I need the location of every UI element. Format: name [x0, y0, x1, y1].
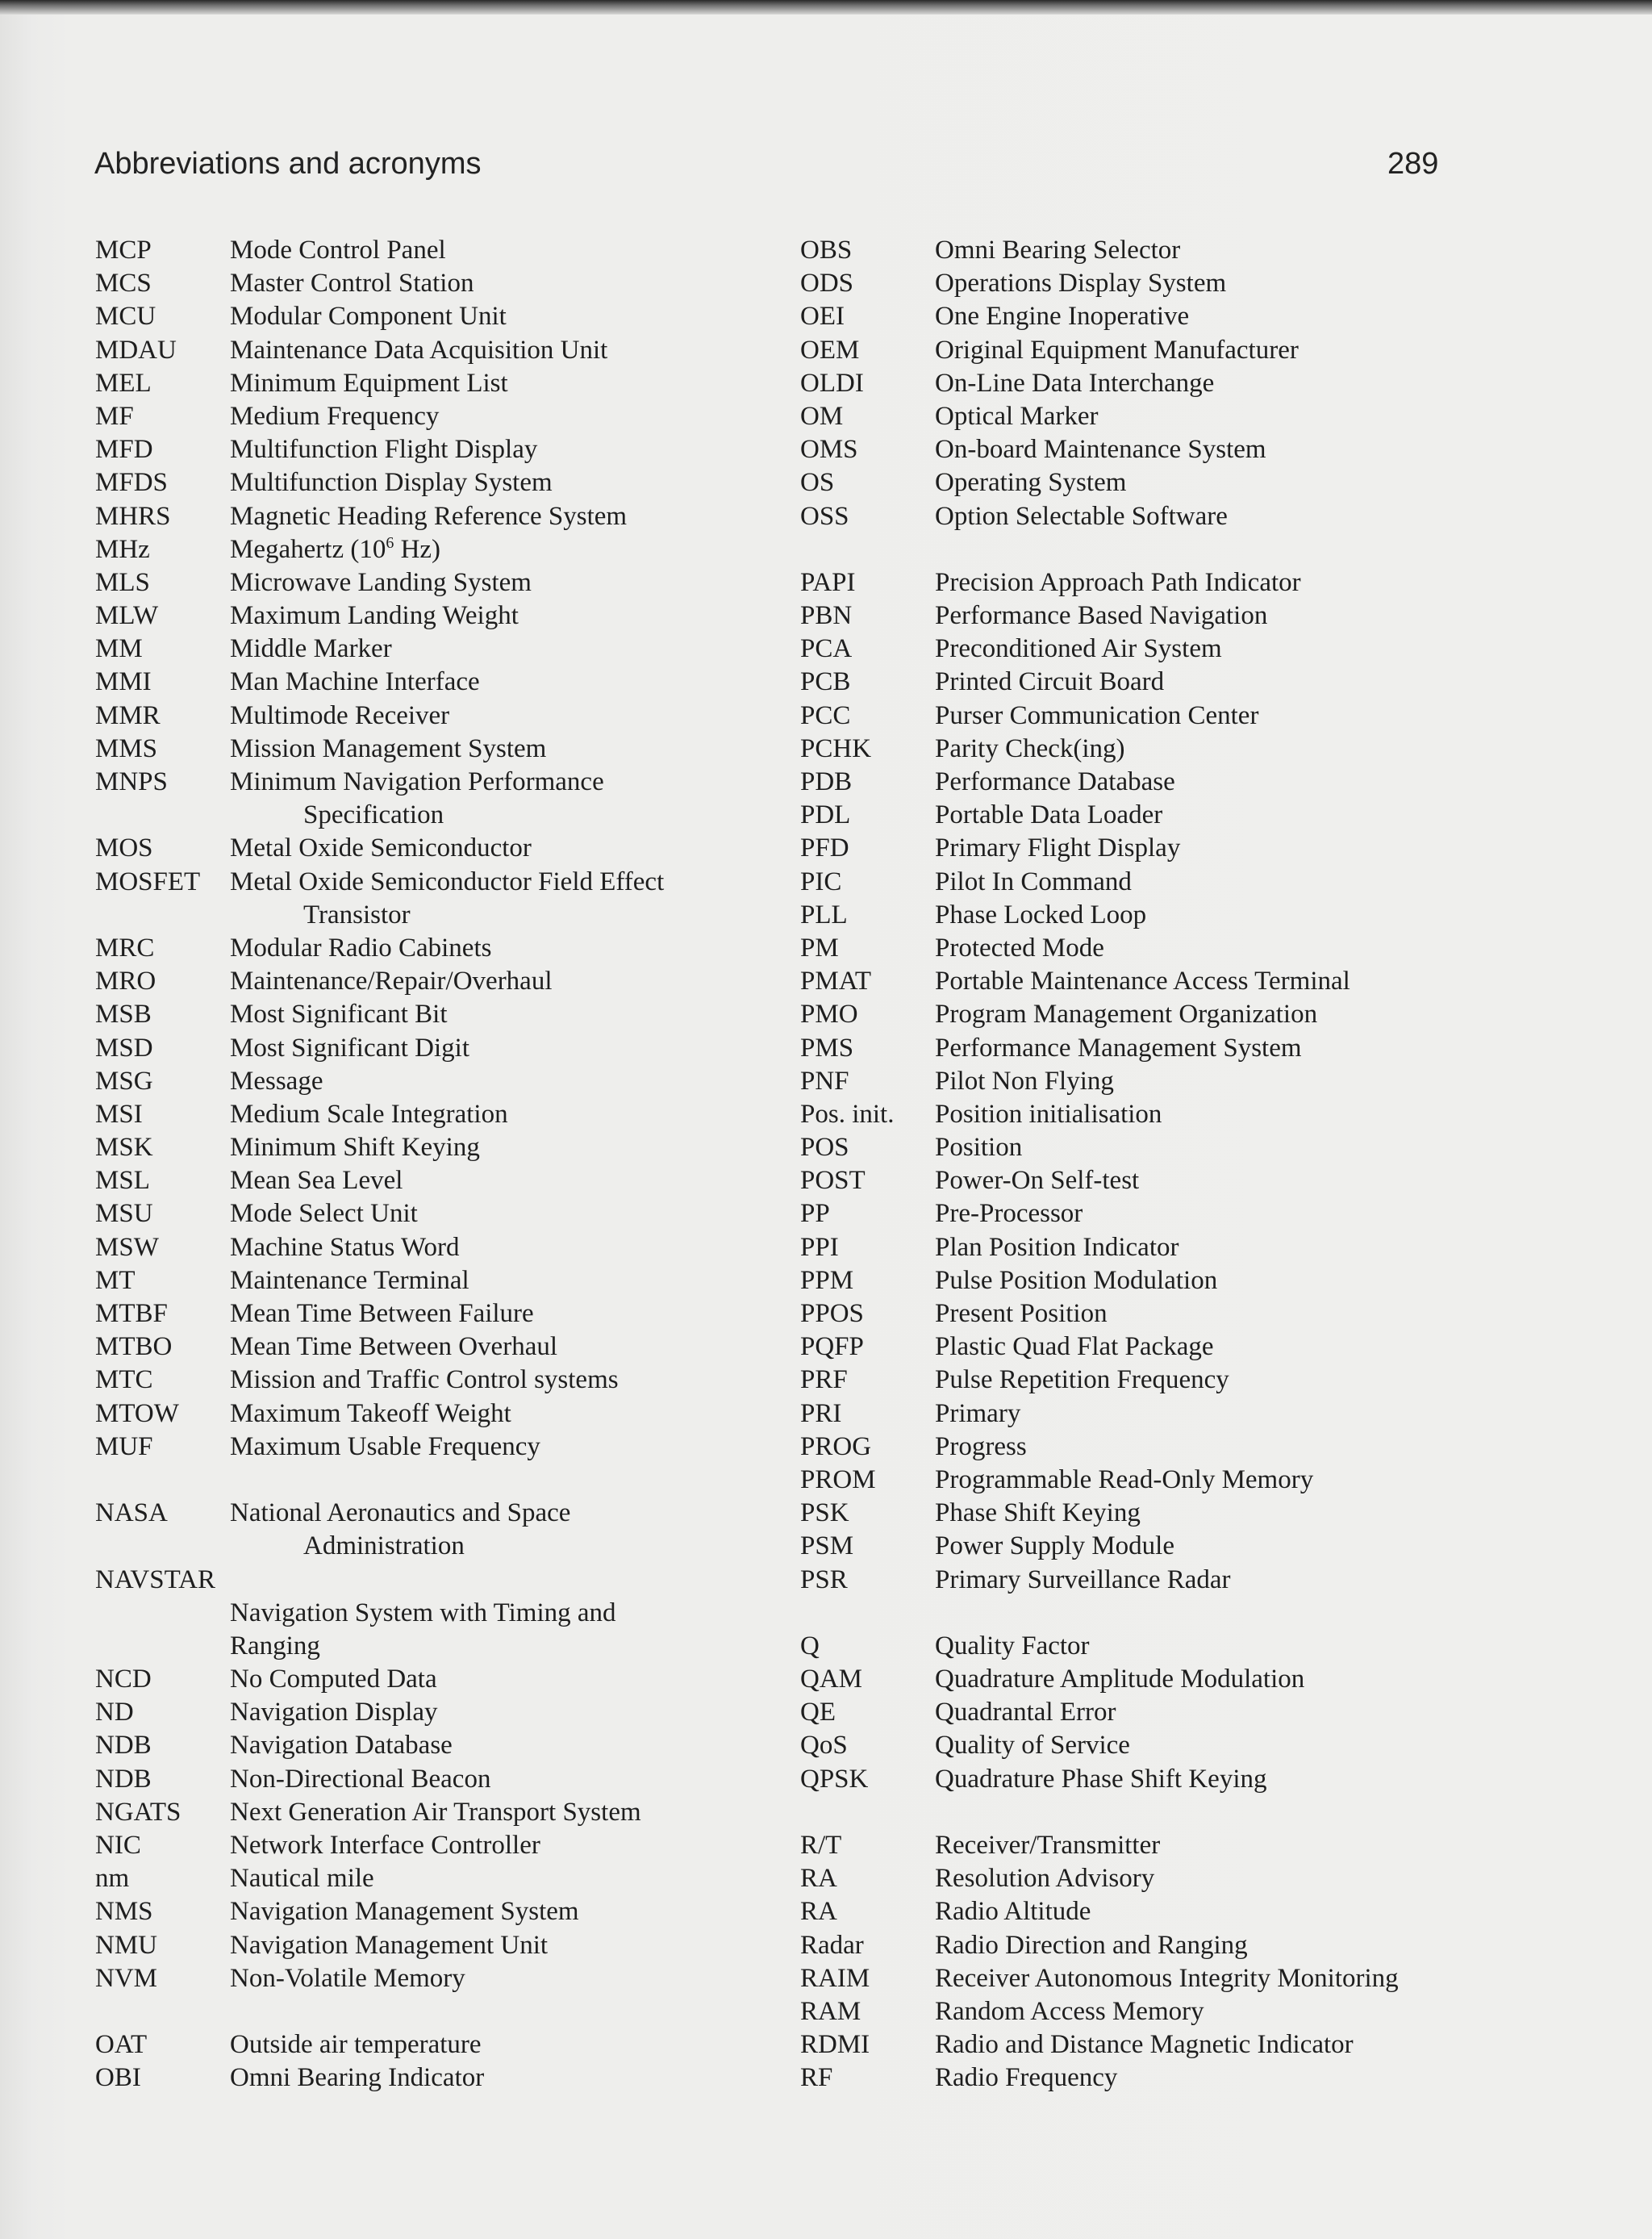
definition: Program Management Organization — [935, 1000, 1318, 1030]
abbreviation: OSS — [800, 501, 849, 531]
definition: Radio Direction and Ranging — [935, 1930, 1248, 1960]
definition: Optical Marker — [935, 401, 1099, 431]
abbreviation: OM — [800, 401, 844, 431]
definition: Modular Component Unit — [230, 302, 507, 332]
abbreviation: PDB — [800, 767, 853, 796]
abbreviation: RA — [800, 1864, 837, 1894]
abbreviation: MSI — [95, 1099, 143, 1129]
abbreviation: MDAU — [95, 335, 177, 365]
abbreviation: MT — [95, 1265, 136, 1295]
abbreviation: PCC — [800, 700, 851, 730]
abbreviation: PNF — [800, 1066, 849, 1096]
definition: Phase Locked Loop — [935, 900, 1147, 929]
abbreviation: MSL — [95, 1166, 150, 1196]
abbreviation: PPOS — [800, 1299, 864, 1328]
definition: Purser Communication Center — [935, 700, 1259, 730]
definition: Network Interface Controller — [230, 1831, 540, 1860]
definition: Performance Based Navigation — [935, 601, 1268, 631]
definition: Pre-Processor — [935, 1199, 1083, 1229]
definition: Original Equipment Manufacturer — [935, 335, 1299, 365]
abbreviation: MSK — [95, 1133, 153, 1163]
abbreviation: MCS — [95, 269, 152, 299]
definition: Receiver Autonomous Integrity Monitoring — [935, 1963, 1399, 1993]
definition: Administration — [303, 1531, 465, 1561]
running-header-title: Abbreviations and acronyms — [94, 147, 482, 181]
definition: Primary Flight Display — [935, 833, 1181, 863]
definition: Quality Factor — [935, 1631, 1090, 1660]
definition: Middle Marker — [230, 634, 392, 664]
abbreviation: NCD — [95, 1665, 152, 1694]
abbreviation: OEI — [800, 302, 845, 332]
abbreviation: PM — [800, 933, 839, 963]
definition: Non-Directional Beacon — [230, 1764, 491, 1794]
definition: On-board Maintenance System — [935, 435, 1266, 465]
definition: Machine Status Word — [230, 1232, 460, 1262]
definition: Operations Display System — [935, 269, 1227, 299]
definition: Present Position — [935, 1299, 1108, 1328]
abbreviation: NVM — [95, 1963, 158, 1993]
abbreviation: PSK — [800, 1498, 849, 1528]
abbreviation: PLL — [800, 900, 848, 929]
abbreviation: nm — [95, 1864, 130, 1894]
abbreviation: QoS — [800, 1731, 848, 1761]
definition: No Computed Data — [230, 1665, 437, 1694]
definition: Preconditioned Air System — [935, 634, 1222, 664]
definition: Progress — [935, 1431, 1027, 1461]
definition: Position — [935, 1133, 1023, 1163]
definition: Portable Maintenance Access Terminal — [935, 967, 1350, 996]
definition: Multifunction Display System — [230, 468, 553, 498]
definition: Medium Scale Integration — [230, 1099, 508, 1129]
abbreviation: NASA — [95, 1498, 168, 1528]
definition: Quadrature Amplitude Modulation — [935, 1665, 1305, 1694]
definition: Pulse Repetition Frequency — [935, 1365, 1229, 1395]
definition: Microwave Landing System — [230, 567, 532, 597]
definition: Mode Control Panel — [230, 236, 446, 265]
abbreviation: MSW — [95, 1232, 159, 1262]
definition: Multimode Receiver — [230, 700, 450, 730]
abbreviation: MSD — [95, 1033, 153, 1063]
abbreviation: PSM — [800, 1531, 854, 1561]
abbreviation: PFD — [800, 833, 849, 863]
definition: Minimum Shift Keying — [230, 1133, 480, 1163]
definition: Option Selectable Software — [935, 501, 1228, 531]
abbreviation: RDMI — [800, 2030, 870, 2060]
abbreviation: PRF — [800, 1365, 848, 1395]
definition: Plan Position Indicator — [935, 1232, 1179, 1262]
abbreviation: MTBF — [95, 1299, 168, 1328]
definition: Most Significant Digit — [230, 1033, 469, 1063]
definition: Printed Circuit Board — [935, 667, 1165, 697]
definition: Metal Oxide Semiconductor — [230, 833, 532, 863]
abbreviation: MFDS — [95, 468, 168, 498]
definition: Message — [230, 1066, 323, 1096]
abbreviation: PQFP — [800, 1332, 864, 1362]
definition: Modular Radio Cabinets — [230, 933, 492, 963]
definition: Mean Time Between Overhaul — [230, 1332, 558, 1362]
abbreviation: R/T — [800, 1831, 842, 1860]
abbreviation: PROM — [800, 1464, 876, 1494]
abbreviation: MEL — [95, 368, 152, 398]
abbreviation: MMS — [95, 733, 158, 763]
abbreviation: NIC — [95, 1831, 141, 1860]
abbreviation: MCP — [95, 236, 152, 265]
abbreviation: MRO — [95, 967, 156, 996]
abbreviation: OLDI — [800, 368, 864, 398]
definition: Position initialisation — [935, 1099, 1162, 1129]
abbreviation: MSG — [95, 1066, 153, 1096]
definition: Plastic Quad Flat Package — [935, 1332, 1214, 1362]
abbreviation: PMS — [800, 1033, 854, 1063]
definition: National Aeronautics and Space — [230, 1498, 571, 1528]
abbreviation: PPI — [800, 1232, 839, 1262]
abbreviation: MMI — [95, 667, 152, 697]
abbreviation: OMS — [800, 435, 858, 465]
abbreviation: NDB — [95, 1764, 152, 1794]
abbreviation: PDL — [800, 800, 851, 830]
abbreviation: MRC — [95, 933, 155, 963]
definition: One Engine Inoperative — [935, 302, 1190, 332]
page-edge-shadow — [0, 0, 1652, 15]
definition: Parity Check(ing) — [935, 733, 1125, 763]
definition: Maintenance/Repair/Overhaul — [230, 967, 553, 996]
definition: Minimum Equipment List — [230, 368, 508, 398]
abbreviation: OEM — [800, 335, 860, 365]
definition: Primary — [935, 1398, 1021, 1428]
definition: Navigation System with Timing and — [230, 1598, 616, 1627]
abbreviation: PCHK — [800, 733, 872, 763]
abbreviation: RAIM — [800, 1963, 870, 1993]
definition — [230, 533, 440, 566]
definition: Radio and Distance Magnetic Indicator — [935, 2030, 1354, 2060]
definition: Quadrature Phase Shift Keying — [935, 1764, 1267, 1794]
definition: Navigation Display — [230, 1698, 438, 1727]
abbreviation: MLW — [95, 601, 159, 631]
definition: Man Machine Interface — [230, 667, 480, 697]
definition: Omni Bearing Indicator — [230, 2063, 485, 2093]
abbreviation: MMR — [95, 700, 161, 730]
definition: Navigation Management Unit — [230, 1930, 549, 1960]
abbreviation: OBS — [800, 236, 853, 265]
definition: Mode Select Unit — [230, 1199, 418, 1229]
abbreviation: Radar — [800, 1930, 864, 1960]
abbreviation: PSR — [800, 1564, 848, 1594]
abbreviation: RA — [800, 1897, 837, 1927]
definition: Mean Time Between Failure — [230, 1299, 534, 1328]
definition: Programmable Read-Only Memory — [935, 1464, 1314, 1494]
abbreviation: NMU — [95, 1930, 158, 1960]
abbreviation: MFD — [95, 435, 153, 465]
definition: Receiver/Transmitter — [935, 1831, 1161, 1860]
abbreviation: RAM — [800, 1996, 861, 2026]
definition: Radio Altitude — [935, 1897, 1091, 1927]
definition-text-after: Hz) — [394, 534, 441, 564]
definition: Magnetic Heading Reference System — [230, 501, 628, 531]
abbreviation: ND — [95, 1698, 134, 1727]
definition: Next Generation Air Transport System — [230, 1797, 641, 1827]
definition: Metal Oxide Semiconductor Field Effect — [230, 867, 665, 896]
abbreviation: NDB — [95, 1731, 152, 1761]
abbreviation: PIC — [800, 867, 842, 896]
definition: Precision Approach Path Indicator — [935, 567, 1301, 597]
definition: Power-On Self-test — [935, 1166, 1140, 1196]
definition: On-Line Data Interchange — [935, 368, 1215, 398]
abbreviation: MOSFET — [95, 867, 201, 896]
definition: Nautical mile — [230, 1864, 374, 1894]
definition: Minimum Navigation Performance — [230, 767, 604, 796]
definition: Pulse Position Modulation — [935, 1265, 1218, 1295]
abbreviation: ODS — [800, 269, 854, 299]
abbreviation: PCB — [800, 667, 851, 697]
abbreviation: PRI — [800, 1398, 842, 1428]
definition: Maintenance Terminal — [230, 1265, 469, 1295]
abbreviation: MSB — [95, 1000, 152, 1030]
definition: Maintenance Data Acquisition Unit — [230, 335, 608, 365]
abbreviation: MLS — [95, 567, 150, 597]
abbreviation: PMAT — [800, 967, 872, 996]
abbreviation: PROG — [800, 1431, 872, 1461]
abbreviation: MM — [95, 634, 143, 664]
definition: Quadrantal Error — [935, 1698, 1116, 1727]
definition: Maximum Landing Weight — [230, 601, 519, 631]
definition: Maximum Takeoff Weight — [230, 1398, 511, 1428]
abbreviation: MOS — [95, 833, 153, 863]
abbreviation: POS — [800, 1133, 849, 1163]
definition-text: Megahertz (10 — [230, 534, 386, 564]
definition: Pilot In Command — [935, 867, 1132, 896]
abbreviation: POST — [800, 1166, 866, 1196]
definition: Phase Shift Keying — [935, 1498, 1141, 1528]
abbreviation: MCU — [95, 302, 156, 332]
definition: Ranging — [230, 1631, 320, 1660]
abbreviation: OS — [800, 468, 835, 498]
definition: Operating System — [935, 468, 1127, 498]
abbreviation: PMO — [800, 1000, 858, 1030]
abbreviation: MF — [95, 401, 134, 431]
definition: Specification — [303, 800, 444, 830]
abbreviation: MHz — [95, 534, 150, 564]
abbreviation: MTOW — [95, 1398, 179, 1428]
definition: Multifunction Flight Display — [230, 435, 538, 465]
superscript-exponent: 6 — [386, 533, 394, 552]
definition: Master Control Station — [230, 269, 474, 299]
abbreviation: PP — [800, 1199, 830, 1229]
abbreviation: PCA — [800, 634, 853, 664]
definition: Navigation Management System — [230, 1897, 579, 1927]
definition: Mean Sea Level — [230, 1166, 403, 1196]
abbreviation: NAVSTAR — [95, 1564, 215, 1594]
abbreviation: MUF — [95, 1431, 153, 1461]
abbreviation: MTBO — [95, 1332, 173, 1362]
definition: Navigation Database — [230, 1731, 453, 1761]
abbreviation: MHRS — [95, 501, 171, 531]
definition: Outside air temperature — [230, 2030, 482, 2060]
abbreviation: MSU — [95, 1199, 153, 1229]
abbreviation: Q — [800, 1631, 820, 1660]
abbreviation: OAT — [95, 2030, 148, 2060]
definition: Maximum Usable Frequency — [230, 1431, 540, 1461]
definition: Medium Frequency — [230, 401, 440, 431]
definition: Omni Bearing Selector — [935, 236, 1181, 265]
abbreviation: MNPS — [95, 767, 168, 796]
definition: Transistor — [303, 900, 411, 929]
definition: Non-Volatile Memory — [230, 1963, 465, 1993]
definition: Protected Mode — [935, 933, 1104, 963]
definition: Most Significant Bit — [230, 1000, 448, 1030]
abbreviation: PPM — [800, 1265, 854, 1295]
definition: Performance Management System — [935, 1033, 1302, 1063]
definition: Mission Management System — [230, 733, 547, 763]
abbreviation: NGATS — [95, 1797, 181, 1827]
abbreviation: PBN — [800, 601, 853, 631]
definition: Pilot Non Flying — [935, 1066, 1114, 1096]
definition: Radio Frequency — [935, 2063, 1118, 2093]
definition: Portable Data Loader — [935, 800, 1163, 830]
definition: Power Supply Module — [935, 1531, 1174, 1561]
abbreviation: Pos. init. — [800, 1099, 895, 1129]
definition: Resolution Advisory — [935, 1864, 1155, 1894]
definition: Quality of Service — [935, 1731, 1130, 1761]
definition: Performance Database — [935, 767, 1175, 796]
abbreviation: RF — [800, 2063, 833, 2093]
definition: Random Access Memory — [935, 1996, 1204, 2026]
abbreviation: NMS — [95, 1897, 153, 1927]
definition: Mission and Traffic Control systems — [230, 1365, 619, 1395]
definition: Primary Surveillance Radar — [935, 1564, 1231, 1594]
abbreviation: QE — [800, 1698, 836, 1727]
page-number: 289 — [1387, 147, 1439, 181]
abbreviation: PAPI — [800, 567, 856, 597]
abbreviation: QAM — [800, 1665, 863, 1694]
abbreviation: MTC — [95, 1365, 153, 1395]
abbreviation: QPSK — [800, 1764, 869, 1794]
abbreviation: OBI — [95, 2063, 141, 2093]
